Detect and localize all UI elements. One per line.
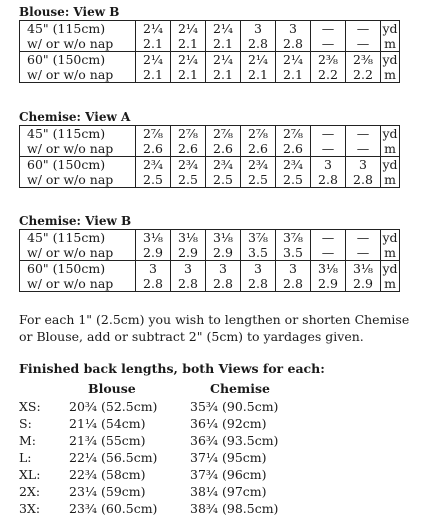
meter-cell: 2.8 [276, 276, 311, 292]
unit-yd: yd [382, 157, 398, 172]
yardage-cell: 2¼ [206, 52, 241, 68]
unit-yd: yd [382, 230, 398, 245]
list-item [0, 433, 424, 450]
fabric-width-label: 45" (115cm) [20, 126, 136, 142]
yardage-cell: 2¼ [276, 52, 311, 68]
meter-cell: 3.5 [276, 245, 311, 261]
meter-cell: 2.1 [241, 67, 276, 83]
meter-cell: 2.8 [171, 276, 206, 292]
size-label: L: [19, 450, 32, 465]
blouse-column-header: Blouse [88, 381, 136, 396]
blouse-length: 23¼ (59cm) [69, 484, 146, 499]
unit-m: m [381, 141, 400, 157]
list-item [0, 416, 424, 433]
table-row [20, 245, 400, 261]
meter-cell: 2.8 [276, 36, 311, 52]
yardage-cell: 3⅛ [346, 261, 381, 277]
list-item [0, 467, 424, 484]
nap-label: w/ or w/o nap [20, 67, 136, 83]
meter-cell: — [346, 36, 381, 52]
unit-yd: yd [382, 261, 398, 276]
yardage-cell: 3⅞ [276, 230, 311, 246]
fabric-width-label: 60" (150cm) [20, 261, 136, 277]
list-item [0, 399, 424, 416]
yardage-cell: 3⅞ [241, 230, 276, 246]
yardage-cell: 2¼ [171, 52, 206, 68]
yardage-cell: 3⅛ [171, 230, 206, 246]
table-row [20, 126, 400, 142]
yardage-cell: 2¾ [171, 157, 206, 173]
size-label: XL: [19, 467, 41, 482]
yardage-table-chemise-view-b [19, 229, 400, 292]
yardage-cell: 2¼ [241, 52, 276, 68]
nap-label: w/ or w/o nap [20, 245, 136, 261]
blouse-length: 22¼ (56.5cm) [69, 450, 158, 465]
yardage-cell: 3 [241, 21, 276, 37]
table-row [20, 261, 400, 277]
yardage-cell: 3 [276, 261, 311, 277]
meter-cell: 2.5 [136, 172, 171, 188]
yardage-cell: — [346, 126, 381, 142]
meter-cell: 2.9 [206, 245, 241, 261]
size-label: XS: [19, 399, 41, 414]
finished-lengths-title: Finished back lengths, both Views for each: [19, 361, 325, 376]
yardage-cell: 2¼ [136, 21, 171, 37]
size-label: S: [19, 416, 32, 431]
meter-cell: — [311, 36, 346, 52]
section-title-blouse-view-b: Blouse: View B [19, 5, 120, 19]
yardage-cell: 2¼ [206, 21, 241, 37]
meter-cell: 3.5 [241, 245, 276, 261]
yardage-cell: — [346, 21, 381, 37]
chemise-length: 36¾ (93.5cm) [190, 433, 279, 448]
yardage-cell: 2⅜ [311, 52, 346, 68]
blouse-length: 23¾ (60.5cm) [69, 501, 158, 516]
blouse-length: 21¼ (54cm) [69, 416, 146, 431]
list-item [0, 484, 424, 501]
yardage-cell: 2⅞ [206, 126, 241, 142]
meter-cell: 2.1 [276, 67, 311, 83]
section-title-chemise-view-a: Chemise: View A [19, 110, 131, 124]
unit-yd: yd [382, 126, 398, 141]
chemise-length: 38¾ (98.5cm) [190, 501, 279, 516]
meter-cell: 2.2 [311, 67, 346, 83]
unit-m: m [381, 67, 400, 83]
unit-m: m [381, 276, 400, 292]
fabric-width-label: 60" (150cm) [20, 157, 136, 173]
yardage-cell: 3⅛ [206, 230, 241, 246]
length-adjustment-note: For each 1" (2.5cm) you wish to lengthen or shorten Chemise or Blouse, add or subtract 2" (5cm) to yardages given. [19, 312, 410, 344]
chemise-length: 38¼ (97cm) [190, 484, 267, 499]
unit-yd: yd [382, 52, 398, 67]
meter-cell: 2.1 [171, 36, 206, 52]
meter-cell: 2.6 [171, 141, 206, 157]
table-row [20, 36, 400, 52]
meter-cell: 2.6 [136, 141, 171, 157]
yardage-cell: 2⅞ [136, 126, 171, 142]
yardage-cell: 3 [171, 261, 206, 277]
yardage-cell: 2⅞ [241, 126, 276, 142]
yardage-cell: 3 [276, 21, 311, 37]
meter-cell: 2.9 [171, 245, 206, 261]
meter-cell: 2.8 [241, 276, 276, 292]
meter-cell: 2.9 [136, 245, 171, 261]
yardage-cell: — [346, 230, 381, 246]
meter-cell: 2.1 [206, 67, 241, 83]
table-row [20, 230, 400, 246]
yardage-cell: 2⅜ [346, 52, 381, 68]
unit-m: m [381, 245, 400, 261]
table-row [20, 276, 400, 292]
blouse-length: 20¾ (52.5cm) [69, 399, 158, 414]
yardage-cell: 3 [241, 261, 276, 277]
meter-cell: 2.1 [206, 36, 241, 52]
yardage-cell: 3 [311, 157, 346, 173]
meter-cell: 2.5 [241, 172, 276, 188]
chemise-length: 35¾ (90.5cm) [190, 399, 279, 414]
chemise-length: 37¼ (95cm) [190, 450, 267, 465]
yardage-cell: 2¼ [171, 21, 206, 37]
yardage-cell: 2¼ [136, 52, 171, 68]
meter-cell: 2.5 [276, 172, 311, 188]
yardage-table-chemise-view-a [19, 125, 400, 188]
meter-cell: 2.6 [241, 141, 276, 157]
nap-label: w/ or w/o nap [20, 36, 136, 52]
yardage-cell: 3⅛ [136, 230, 171, 246]
table-row [20, 172, 400, 188]
meter-cell: 2.6 [206, 141, 241, 157]
meter-cell: 2.5 [171, 172, 206, 188]
yardage-cell: — [311, 21, 346, 37]
fabric-width-label: 60" (150cm) [20, 52, 136, 68]
fabric-width-label: 45" (115cm) [20, 230, 136, 246]
meter-cell: — [346, 141, 381, 157]
nap-label: w/ or w/o nap [20, 276, 136, 292]
yardage-cell: 2¾ [276, 157, 311, 173]
list-item [0, 450, 424, 467]
unit-yd: yd [382, 21, 398, 36]
yardage-cell: 3 [136, 261, 171, 277]
meter-cell: 2.9 [346, 276, 381, 292]
meter-cell: 2.9 [311, 276, 346, 292]
list-item [0, 501, 424, 518]
yardage-cell: 2¾ [241, 157, 276, 173]
yardage-cell: — [311, 230, 346, 246]
nap-label: w/ or w/o nap [20, 141, 136, 157]
meter-cell: — [346, 245, 381, 261]
size-label: 3X: [19, 501, 41, 516]
table-row [20, 67, 400, 83]
meter-cell: 2.8 [241, 36, 276, 52]
table-row [20, 21, 400, 37]
yardage-cell: 3⅛ [311, 261, 346, 277]
meter-cell: — [311, 141, 346, 157]
table-row [20, 52, 400, 68]
chemise-column-header: Chemise [210, 381, 270, 396]
meter-cell: 2.1 [171, 67, 206, 83]
unit-m: m [381, 172, 400, 188]
meter-cell: 2.2 [346, 67, 381, 83]
section-title-chemise-view-b: Chemise: View B [19, 214, 132, 228]
size-label: 2X: [19, 484, 41, 499]
yardage-cell: 2⅞ [171, 126, 206, 142]
yardage-cell: 2⅞ [276, 126, 311, 142]
yardage-cell: 3 [346, 157, 381, 173]
yardage-cell: 3 [206, 261, 241, 277]
chemise-length: 36¼ (92cm) [190, 416, 267, 431]
table-row [20, 157, 400, 173]
unit-m: m [381, 36, 400, 52]
blouse-length: 21¾ (55cm) [69, 433, 146, 448]
yardage-cell: 2¾ [136, 157, 171, 173]
table-row [20, 141, 400, 157]
meter-cell: 2.6 [276, 141, 311, 157]
meter-cell: 2.8 [136, 276, 171, 292]
meter-cell: 2.8 [311, 172, 346, 188]
chemise-length: 37¾ (96cm) [190, 467, 267, 482]
size-label: M: [19, 433, 37, 448]
yardage-table-blouse-view-b [19, 20, 400, 83]
meter-cell: 2.1 [136, 36, 171, 52]
meter-cell: 2.8 [346, 172, 381, 188]
meter-cell: 2.5 [206, 172, 241, 188]
meter-cell: — [311, 245, 346, 261]
yardage-cell: 2¾ [206, 157, 241, 173]
meter-cell: 2.1 [136, 67, 171, 83]
nap-label: w/ or w/o nap [20, 172, 136, 188]
fabric-width-label: 45" (115cm) [20, 21, 136, 37]
meter-cell: 2.8 [206, 276, 241, 292]
yardage-cell: — [311, 126, 346, 142]
blouse-length: 22¾ (58cm) [69, 467, 146, 482]
